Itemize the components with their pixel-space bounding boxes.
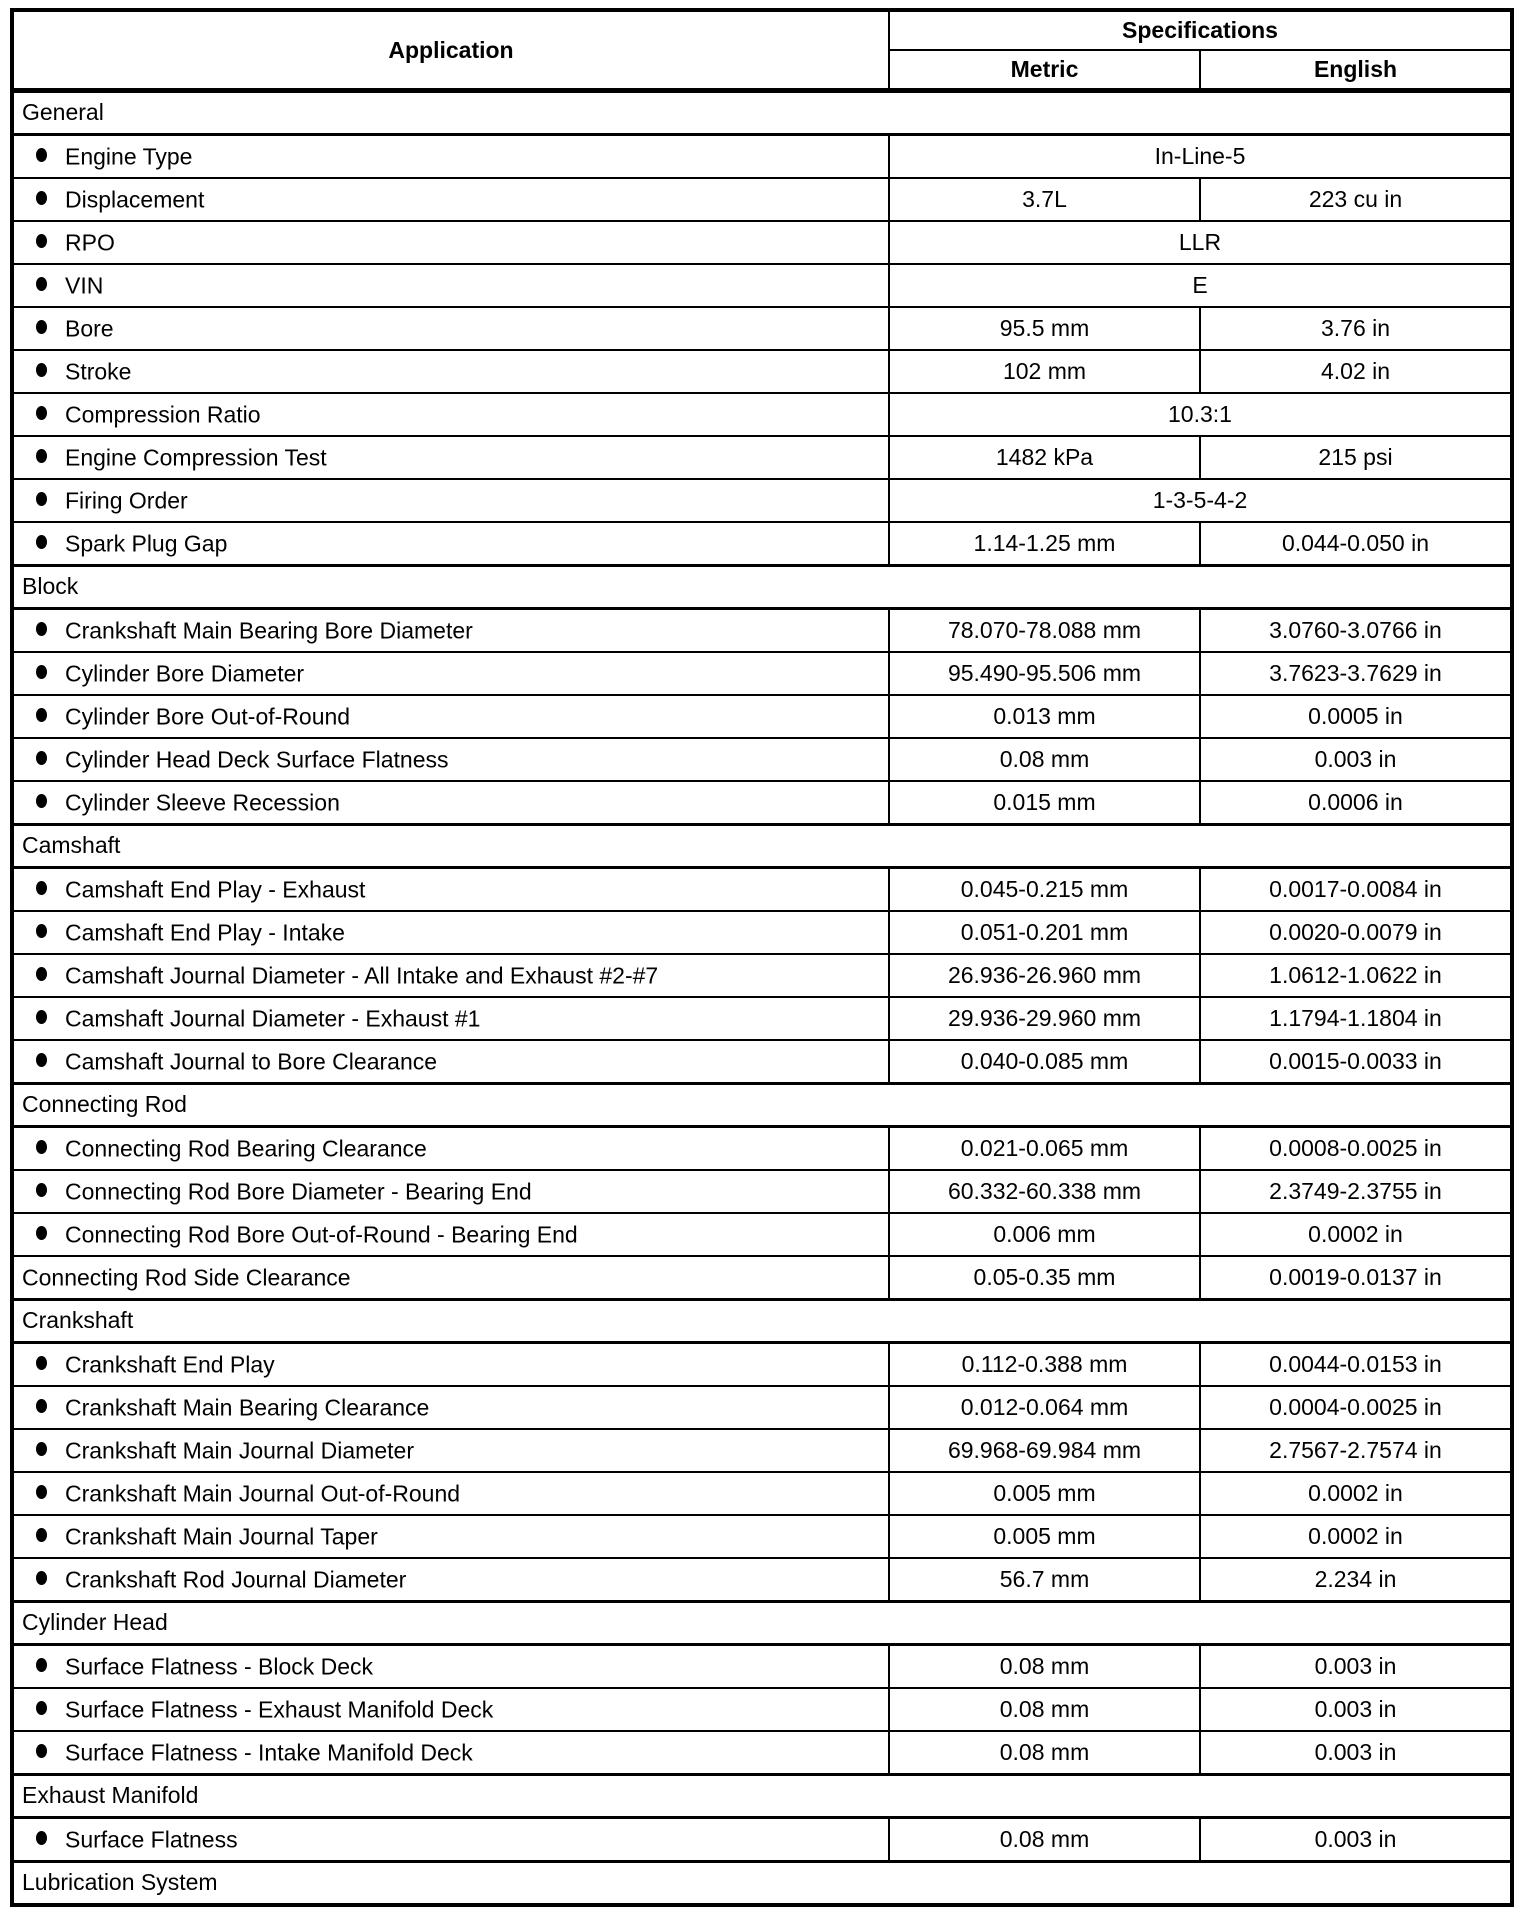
metric-value: 0.040-0.085 mm <box>889 1040 1200 1084</box>
bullet-icon <box>36 622 47 636</box>
metric-value: 0.08 mm <box>889 1688 1200 1731</box>
english-value: 0.0006 in <box>1200 781 1512 825</box>
spec-label-cell <box>12 1213 889 1256</box>
metric-value: 56.7 mm <box>889 1558 1200 1602</box>
spec-label: Firing Order <box>65 487 188 514</box>
spec-row <box>12 695 1512 738</box>
spec-label-cell <box>12 436 889 479</box>
english-value: 0.0015-0.0033 in <box>1200 1040 1512 1084</box>
spec-label-cell <box>12 1342 889 1386</box>
spec-label: Camshaft End Play - Exhaust <box>65 876 366 903</box>
metric-value: 0.08 mm <box>889 1817 1200 1861</box>
english-value: 223 cu in <box>1200 178 1512 221</box>
english-value: 0.0017-0.0084 in <box>1200 867 1512 911</box>
spec-label: Stroke <box>65 358 132 385</box>
english-value: 0.0002 in <box>1200 1515 1512 1558</box>
section-row <box>12 565 1512 608</box>
spec-label-cell <box>12 393 889 436</box>
bullet-icon <box>36 1140 47 1154</box>
spec-row <box>12 264 1512 307</box>
spec-row <box>12 1170 1512 1213</box>
bullet-icon <box>36 535 47 549</box>
spec-label-cell <box>12 1170 889 1213</box>
metric-value: 0.005 mm <box>889 1472 1200 1515</box>
section-row <box>12 90 1512 134</box>
spec-label-cell <box>12 479 889 522</box>
english-value: 2.234 in <box>1200 1558 1512 1602</box>
bullet-icon <box>36 277 47 291</box>
section-title: Crankshaft <box>12 1299 1512 1342</box>
spec-row <box>12 479 1512 522</box>
spec-row <box>12 1213 1512 1256</box>
bullet-icon <box>36 1658 47 1672</box>
spec-label: RPO <box>65 229 115 256</box>
spec-label-cell <box>12 1515 889 1558</box>
section-row <box>12 1299 1512 1342</box>
spec-label: Surface Flatness - Intake Manifold Deck <box>65 1739 473 1766</box>
combined-value: 10.3:1 <box>889 393 1512 436</box>
metric-value: 0.015 mm <box>889 781 1200 825</box>
metric-value: 0.112-0.388 mm <box>889 1342 1200 1386</box>
bullet-icon <box>36 449 47 463</box>
bullet-icon <box>36 1442 47 1456</box>
metric-value: 0.05-0.35 mm <box>889 1256 1200 1300</box>
spec-label-cell <box>12 1644 889 1688</box>
spec-row <box>12 608 1512 652</box>
metric-value: 0.006 mm <box>889 1213 1200 1256</box>
bullet-icon <box>36 708 47 722</box>
bullet-icon <box>36 924 47 938</box>
bullet-icon <box>36 1053 47 1067</box>
bullet-icon <box>36 751 47 765</box>
application-column-header: Application <box>12 10 889 90</box>
spec-label: Crankshaft Main Journal Out-of-Round <box>65 1480 461 1507</box>
english-value: 0.0004-0.0025 in <box>1200 1386 1512 1429</box>
spec-row <box>12 652 1512 695</box>
spec-label-cell <box>12 781 889 825</box>
spec-label-cell <box>12 264 889 307</box>
section-title: General <box>12 90 1512 134</box>
spec-label: Camshaft Journal Diameter - All Intake and Exhaust #2-#7 <box>65 962 659 989</box>
spec-label: Engine Compression Test <box>65 444 327 471</box>
spec-row <box>12 522 1512 566</box>
bullet-icon <box>36 148 47 162</box>
spec-label-cell <box>12 1429 889 1472</box>
spec-row <box>12 1472 1512 1515</box>
spec-label: VIN <box>65 272 104 299</box>
bullet-icon <box>36 1485 47 1499</box>
spec-label-cell <box>12 1472 889 1515</box>
spec-label-cell <box>12 1126 889 1170</box>
spec-label: Displacement <box>65 186 205 213</box>
metric-value: 0.012-0.064 mm <box>889 1386 1200 1429</box>
spec-label-cell <box>12 1558 889 1602</box>
section-row <box>12 1861 1512 1905</box>
spec-label-cell <box>12 307 889 350</box>
spec-label: Crankshaft Main Bearing Clearance <box>65 1394 430 1421</box>
english-value: 0.0008-0.0025 in <box>1200 1126 1512 1170</box>
spec-row <box>12 867 1512 911</box>
spec-row <box>12 738 1512 781</box>
spec-label: Camshaft End Play - Intake <box>65 919 345 946</box>
spec-label: Crankshaft Main Journal Taper <box>65 1523 378 1550</box>
metric-value: 0.051-0.201 mm <box>889 911 1200 954</box>
metric-value: 0.005 mm <box>889 1515 1200 1558</box>
spec-row <box>12 1558 1512 1602</box>
spec-row <box>12 307 1512 350</box>
spec-label: Connecting Rod Bore Diameter - Bearing End <box>65 1178 532 1205</box>
bullet-icon <box>36 191 47 205</box>
metric-value: 95.490-95.506 mm <box>889 652 1200 695</box>
bullet-icon <box>36 1010 47 1024</box>
spec-row <box>12 178 1512 221</box>
spec-label-cell <box>12 867 889 911</box>
spec-label: Camshaft Journal Diameter - Exhaust #1 <box>65 1005 481 1032</box>
spec-label: Cylinder Bore Out-of-Round <box>65 703 351 730</box>
bullet-icon <box>36 320 47 334</box>
section-title: Connecting Rod <box>12 1083 1512 1126</box>
metric-value: 78.070-78.088 mm <box>889 608 1200 652</box>
spec-row <box>12 393 1512 436</box>
bullet-icon <box>36 1528 47 1542</box>
spec-label: Connecting Rod Side Clearance <box>22 1264 351 1291</box>
bullet-icon <box>36 492 47 506</box>
spec-label-cell <box>12 954 889 997</box>
spec-row <box>12 1040 1512 1084</box>
bullet-icon <box>36 1744 47 1758</box>
spec-row <box>12 436 1512 479</box>
spec-label: Crankshaft End Play <box>65 1351 275 1378</box>
metric-value: 102 mm <box>889 350 1200 393</box>
spec-label: Camshaft Journal to Bore Clearance <box>65 1048 438 1075</box>
english-value: 0.0019-0.0137 in <box>1200 1256 1512 1300</box>
spec-label: Spark Plug Gap <box>65 530 228 557</box>
metric-value: 95.5 mm <box>889 307 1200 350</box>
english-value: 3.76 in <box>1200 307 1512 350</box>
spec-row <box>12 1126 1512 1170</box>
spec-label: Cylinder Bore Diameter <box>65 660 305 687</box>
spec-label-cell <box>12 178 889 221</box>
spec-label: Bore <box>65 315 114 342</box>
bullet-icon <box>36 363 47 377</box>
section-row <box>12 824 1512 867</box>
section-title: Cylinder Head <box>12 1601 1512 1644</box>
metric-column-header: Metric <box>889 50 1200 90</box>
spec-row <box>12 1429 1512 1472</box>
spec-row <box>12 1688 1512 1731</box>
spec-label: Crankshaft Main Bearing Bore Diameter <box>65 617 473 644</box>
english-value: 0.003 in <box>1200 1688 1512 1731</box>
spec-row <box>12 1515 1512 1558</box>
metric-value: 0.013 mm <box>889 695 1200 738</box>
spec-label: Surface Flatness <box>65 1826 238 1853</box>
english-value: 0.0044-0.0153 in <box>1200 1342 1512 1386</box>
bullet-icon <box>36 234 47 248</box>
metric-value: 60.332-60.338 mm <box>889 1170 1200 1213</box>
section-title: Lubrication System <box>12 1861 1512 1905</box>
metric-value: 3.7L <box>889 178 1200 221</box>
spec-label-cell <box>12 652 889 695</box>
spec-label-cell <box>12 1040 889 1084</box>
metric-value: 0.08 mm <box>889 1731 1200 1775</box>
bullet-icon <box>36 967 47 981</box>
english-value: 2.7567-2.7574 in <box>1200 1429 1512 1472</box>
spec-label: Crankshaft Rod Journal Diameter <box>65 1566 407 1593</box>
metric-value: 1482 kPa <box>889 436 1200 479</box>
spec-label-cell <box>12 997 889 1040</box>
english-column-header: English <box>1200 50 1512 90</box>
combined-value: 1-3-5-4-2 <box>889 479 1512 522</box>
spec-row <box>12 1256 1512 1300</box>
metric-value: 29.936-29.960 mm <box>889 997 1200 1040</box>
spec-label-cell <box>12 738 889 781</box>
metric-value: 0.08 mm <box>889 738 1200 781</box>
spec-row <box>12 781 1512 825</box>
english-value: 3.7623-3.7629 in <box>1200 652 1512 695</box>
combined-value: LLR <box>889 221 1512 264</box>
bullet-icon <box>36 1701 47 1715</box>
bullet-icon <box>36 1399 47 1413</box>
english-value: 1.1794-1.1804 in <box>1200 997 1512 1040</box>
combined-value: E <box>889 264 1512 307</box>
spec-label: Cylinder Head Deck Surface Flatness <box>65 746 449 773</box>
spec-label-cell <box>12 695 889 738</box>
section-row <box>12 1601 1512 1644</box>
spec-label-cell <box>12 608 889 652</box>
metric-value: 26.936-26.960 mm <box>889 954 1200 997</box>
bullet-icon <box>36 1571 47 1585</box>
spec-label-cell <box>12 911 889 954</box>
spec-row <box>12 997 1512 1040</box>
metric-value: 0.021-0.065 mm <box>889 1126 1200 1170</box>
english-value: 1.0612-1.0622 in <box>1200 954 1512 997</box>
english-value: 0.003 in <box>1200 738 1512 781</box>
spec-row <box>12 911 1512 954</box>
metric-value: 1.14-1.25 mm <box>889 522 1200 566</box>
metric-value: 0.08 mm <box>889 1644 1200 1688</box>
spec-row <box>12 134 1512 178</box>
english-value: 0.0002 in <box>1200 1472 1512 1515</box>
bullet-icon <box>36 794 47 808</box>
spec-row <box>12 1644 1512 1688</box>
english-value: 0.0002 in <box>1200 1213 1512 1256</box>
spec-label: Surface Flatness - Block Deck <box>65 1653 374 1680</box>
spec-label-cell <box>12 221 889 264</box>
spec-label-cell <box>12 1688 889 1731</box>
spec-label-cell <box>12 134 889 178</box>
spec-row <box>12 954 1512 997</box>
spec-label-cell <box>12 522 889 566</box>
spec-label: Compression Ratio <box>65 401 261 428</box>
spec-label: Connecting Rod Bore Out-of-Round - Bearing End <box>65 1221 578 1248</box>
english-value: 215 psi <box>1200 436 1512 479</box>
spec-label: Engine Type <box>65 143 193 170</box>
english-value: 0.003 in <box>1200 1644 1512 1688</box>
spec-label-cell <box>12 1386 889 1429</box>
spec-row <box>12 350 1512 393</box>
section-title: Exhaust Manifold <box>12 1774 1512 1817</box>
table-body <box>12 90 1512 1905</box>
english-value: 0.0005 in <box>1200 695 1512 738</box>
spec-row <box>12 1386 1512 1429</box>
english-value: 3.0760-3.0766 in <box>1200 608 1512 652</box>
english-value: 0.003 in <box>1200 1731 1512 1775</box>
spec-row <box>12 221 1512 264</box>
specifications-column-header: Specifications <box>889 10 1512 50</box>
section-title: Camshaft <box>12 824 1512 867</box>
spec-row <box>12 1817 1512 1861</box>
english-value: 0.003 in <box>1200 1817 1512 1861</box>
spec-label-cell <box>12 1817 889 1861</box>
bullet-icon <box>36 406 47 420</box>
spec-label-cell <box>12 1256 889 1300</box>
bullet-icon <box>36 1356 47 1370</box>
english-value: 4.02 in <box>1200 350 1512 393</box>
english-value: 0.044-0.050 in <box>1200 522 1512 566</box>
bullet-icon <box>36 1831 47 1845</box>
section-row <box>12 1083 1512 1126</box>
bullet-icon <box>36 1226 47 1240</box>
section-title: Block <box>12 565 1512 608</box>
spec-row <box>12 1342 1512 1386</box>
spec-label-cell <box>12 350 889 393</box>
bullet-icon <box>36 881 47 895</box>
table-header <box>12 10 1512 90</box>
combined-value: In-Line-5 <box>889 134 1512 178</box>
spec-label: Cylinder Sleeve Recession <box>65 789 340 816</box>
spec-label: Crankshaft Main Journal Diameter <box>65 1437 414 1464</box>
spec-label: Surface Flatness - Exhaust Manifold Deck <box>65 1696 494 1723</box>
english-value: 2.3749-2.3755 in <box>1200 1170 1512 1213</box>
spec-row <box>12 1731 1512 1775</box>
section-row <box>12 1774 1512 1817</box>
english-value: 0.0020-0.0079 in <box>1200 911 1512 954</box>
spec-label-cell <box>12 1731 889 1775</box>
bullet-icon <box>36 665 47 679</box>
metric-value: 0.045-0.215 mm <box>889 867 1200 911</box>
spec-label: Connecting Rod Bearing Clearance <box>65 1135 427 1162</box>
metric-value: 69.968-69.984 mm <box>889 1429 1200 1472</box>
engine-specifications-table <box>10 8 1514 1907</box>
bullet-icon <box>36 1183 47 1197</box>
